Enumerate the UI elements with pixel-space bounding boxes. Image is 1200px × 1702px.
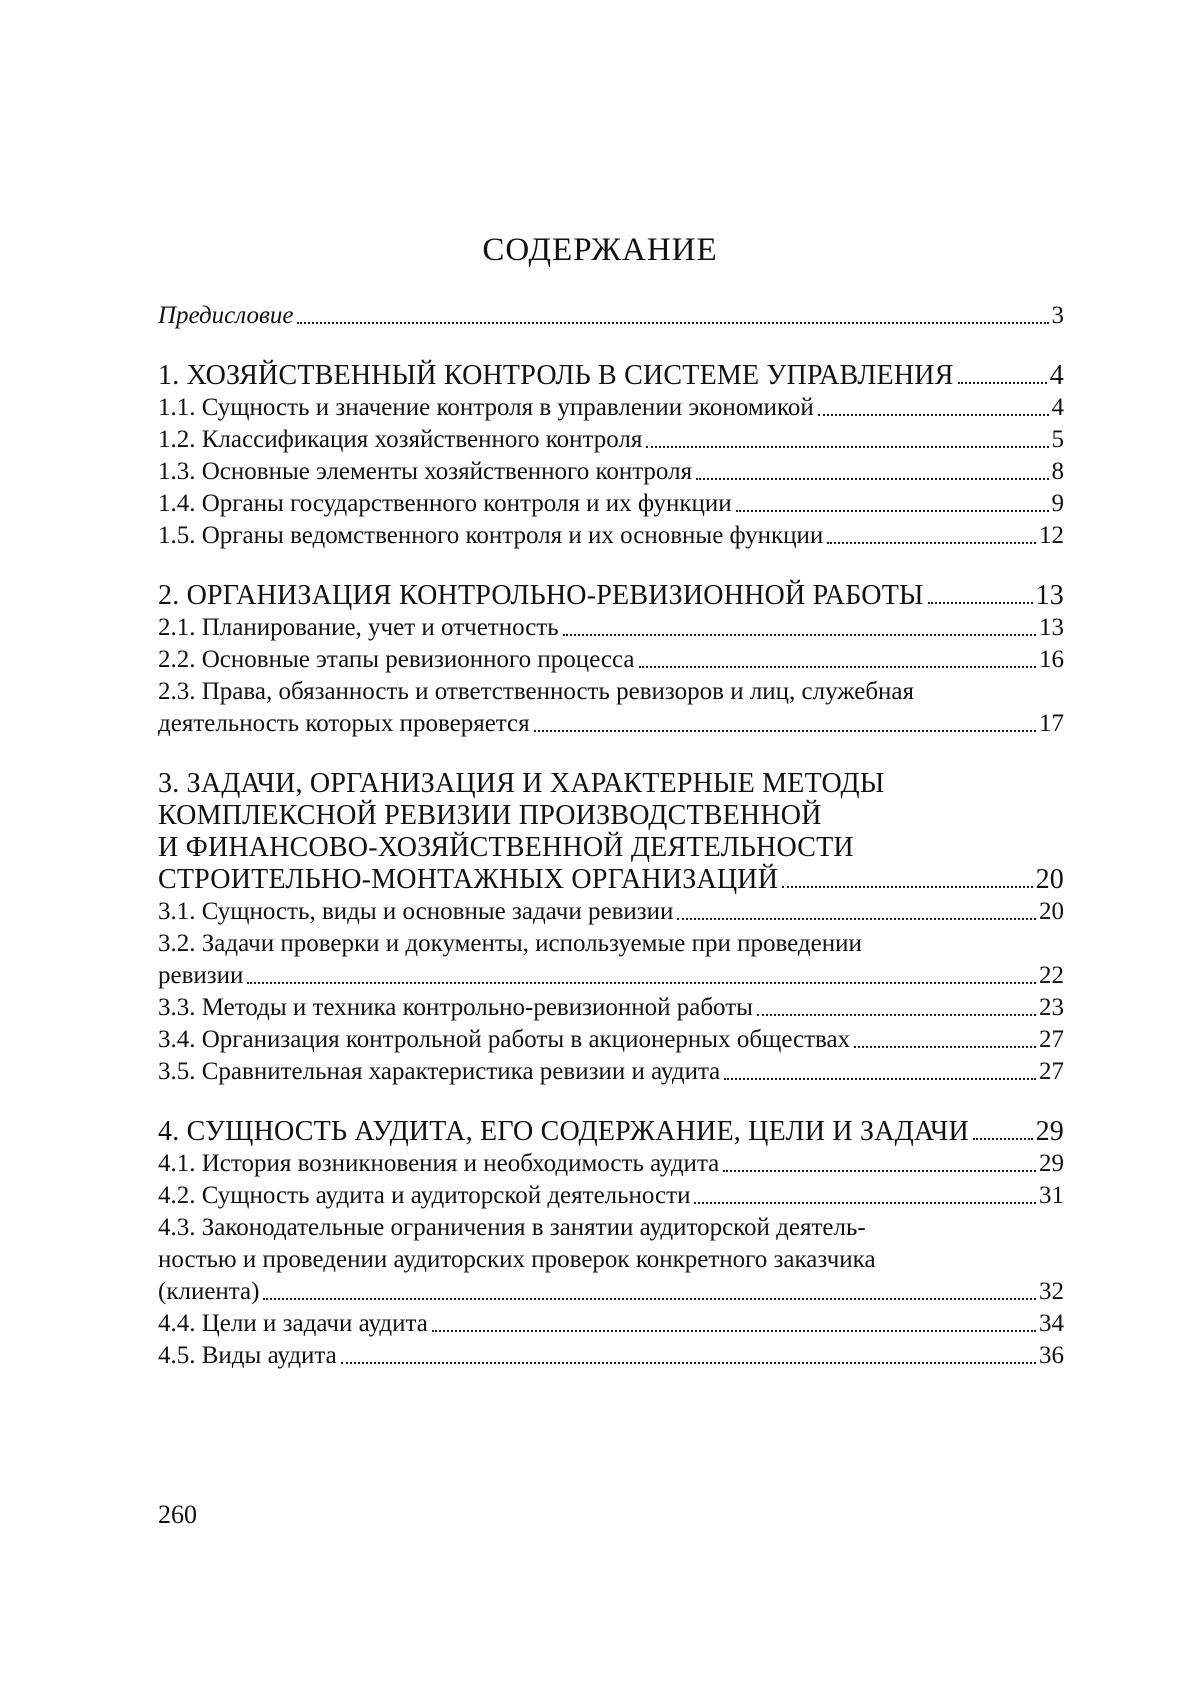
toc-entry-text: 4. СУЩНОСТЬ АУДИТА, ЕГО СОДЕРЖАНИЕ, ЦЕЛИ И ЗАДАЧИ: [158, 1116, 969, 1147]
toc-page-number: 36: [1039, 1342, 1064, 1369]
toc-entry-text: 1. ХОЗЯЙСТВЕННЫЙ КОНТРОЛЬ В СИСТЕМЕ УПРАВЛЕНИЯ: [158, 360, 954, 391]
toc-page-number: 5: [1051, 426, 1064, 453]
toc-page-number: 8: [1051, 458, 1064, 485]
toc-entry-text: 1.1. Сущность и значение контроля в управлении экономикой: [158, 394, 814, 421]
toc-entry-text: 3.1. Сущность, виды и основные задачи ревизии: [158, 898, 674, 925]
dot-leader: [958, 382, 1047, 384]
toc-entry: [158, 992, 1064, 1024]
toc-entry-text: 4.5. Виды аудита: [158, 1342, 337, 1369]
toc-entry-line: ностью и проведении аудиторских проверок конкретного заказчика: [158, 1246, 876, 1273]
toc-entry-line: КОМПЛЕКСНОЙ РЕВИЗИИ ПРОИЗВОДСТВЕННОЙ: [158, 800, 822, 831]
toc-entry-text: 1.3. Основные элементы хозяйственного контроля: [158, 458, 693, 485]
toc-entry-text: 4.4. Цели и задачи аудита: [158, 1310, 428, 1337]
toc-entry-line: 4.3. Законодательные ограничения в занятии аудиторской деятель-: [158, 1214, 866, 1241]
toc-entry-text: 1.2. Классификация хозяйственного контроля: [158, 426, 643, 453]
section-spacer: [158, 740, 1064, 768]
toc-entry-text: 4.1. История возникновения и необходимость аудита: [158, 1150, 720, 1177]
toc-entry-text: СТРОИТЕЛЬНО-МОНТАЖНЫХ ОРГАНИЗАЦИЙ: [158, 864, 779, 895]
dot-leader: [757, 1014, 1036, 1016]
toc-entry-text: деятельность которых проверяется: [158, 710, 530, 737]
toc-page-number: 23: [1039, 994, 1064, 1021]
toc-entry: [158, 896, 1064, 928]
toc-page-number: 4: [1049, 360, 1064, 391]
dot-leader: [247, 982, 1036, 984]
toc-entry: [158, 488, 1064, 520]
toc-page-number: 4: [1051, 394, 1064, 421]
dot-leader: [736, 510, 1049, 512]
toc-sections: [158, 332, 1064, 1372]
toc-entry: [158, 520, 1064, 552]
dot-leader: [563, 634, 1036, 636]
toc-page-number: 9: [1051, 490, 1064, 517]
dot-leader: [928, 602, 1033, 604]
toc-entry-last-line: [158, 708, 1064, 740]
dot-leader: [782, 886, 1032, 888]
toc-entry-text: Предисловие: [158, 302, 294, 329]
toc-entry: [158, 1340, 1064, 1372]
toc-entry: [158, 1148, 1064, 1180]
section-spacer: [158, 1088, 1064, 1116]
toc-chapter-heading-last-line: [158, 864, 1064, 896]
toc-entry: [158, 1308, 1064, 1340]
dot-leader: [341, 1362, 1036, 1364]
toc-section: [158, 1116, 1064, 1372]
toc-page-number: 34: [1039, 1310, 1064, 1337]
toc-page-number: 13: [1035, 580, 1064, 611]
toc-entry-wrapped: [158, 676, 1064, 740]
dot-leader: [677, 918, 1036, 920]
dot-leader: [432, 1330, 1036, 1332]
dot-leader: [646, 446, 1048, 448]
toc-entry-text: 1.5. Органы ведомственного контроля и их основные функции: [158, 522, 824, 549]
toc-chapter-heading: [158, 580, 1064, 612]
toc-chapter-heading: [158, 1116, 1064, 1148]
dot-leader: [724, 1078, 1036, 1080]
toc-entry-text: 2.2. Основные этапы ревизионного процесса: [158, 646, 635, 673]
toc-page-number: 16: [1039, 646, 1064, 673]
dot-leader: [694, 1202, 1036, 1204]
toc-entry-text: (клиента): [158, 1278, 260, 1305]
toc-chapter-heading: [158, 360, 1064, 392]
page-number: 260: [158, 1500, 197, 1529]
toc-entry-text: 3.3. Методы и техника контрольно-ревизионной работы: [158, 994, 753, 1021]
toc-page-number: 29: [1039, 1150, 1064, 1177]
toc-entry-wrapped: [158, 1212, 1064, 1308]
toc-entry: [158, 1180, 1064, 1212]
toc-page-number: 17: [1039, 710, 1064, 737]
toc-entry: [158, 1056, 1064, 1088]
toc-page-number: 27: [1039, 1026, 1064, 1053]
dot-leader: [534, 730, 1036, 732]
page-title: СОДЕРЖАНИЕ: [482, 232, 718, 268]
toc-entry: [158, 612, 1064, 644]
toc-entry-text: 4.2. Сущность аудита и аудиторской деятельности: [158, 1182, 691, 1209]
toc-page-number: 31: [1039, 1182, 1064, 1209]
dot-leader: [854, 1046, 1036, 1048]
dot-leader: [818, 414, 1049, 416]
dot-leader: [723, 1170, 1036, 1172]
toc-page-number: 29: [1035, 1116, 1064, 1147]
toc-section: [158, 360, 1064, 552]
toc-page-number: 20: [1039, 898, 1064, 925]
dot-leader: [263, 1298, 1036, 1300]
toc-page-number: 13: [1039, 614, 1064, 641]
toc-page-number: 22: [1039, 962, 1064, 989]
dot-leader: [297, 322, 1048, 324]
toc-section: [158, 768, 1064, 1088]
toc-page-number: 12: [1039, 522, 1064, 549]
toc-entry-text: 3.5. Сравнительная характеристика ревизии и аудита: [158, 1058, 721, 1085]
toc-entry-text: 2. ОРГАНИЗАЦИЯ КОНТРОЛЬНО-РЕВИЗИОННОЙ РАБОТЫ: [158, 580, 924, 611]
toc-entry: [158, 456, 1064, 488]
toc-entry-line: 3. ЗАДАЧИ, ОРГАНИЗАЦИЯ И ХАРАКТЕРНЫЕ МЕТОДЫ: [158, 768, 885, 799]
toc-entry-line: 2.3. Права, обязанность и ответственность ревизоров и лиц, служебная: [158, 678, 915, 705]
toc-page-number: 32: [1039, 1278, 1064, 1305]
toc-entry-line: И ФИНАНСОВО-ХОЗЯЙСТВЕННОЙ ДЕЯТЕЛЬНОСТИ: [158, 832, 854, 863]
toc-entry-line: 3.2. Задачи проверки и документы, используемые при проведении: [158, 930, 862, 957]
toc-entry: [158, 1024, 1064, 1056]
toc-entry-text: 2.1. Планирование, учет и отчетность: [158, 614, 559, 641]
toc-entry: [158, 392, 1064, 424]
toc-entry-text: 1.4. Органы государственного контроля и их функции: [158, 490, 732, 517]
toc-entry: [158, 644, 1064, 676]
toc-chapter-heading-wrapped: [158, 768, 1064, 896]
toc-section: [158, 580, 1064, 740]
section-spacer: [158, 552, 1064, 580]
toc-entry: [158, 424, 1064, 456]
table-of-contents: [158, 300, 1064, 1372]
dot-leader: [639, 666, 1036, 668]
toc-page-number: 27: [1039, 1058, 1064, 1085]
dot-leader: [973, 1138, 1033, 1140]
dot-leader: [827, 542, 1036, 544]
toc-entry-text: ревизии: [158, 962, 244, 989]
toc-entry-wrapped: [158, 928, 1064, 992]
toc-entry-preface: [158, 300, 1064, 332]
dot-leader: [696, 478, 1048, 480]
section-spacer: [158, 332, 1064, 360]
toc-page-number: 3: [1051, 302, 1064, 329]
toc-entry-last-line: [158, 1276, 1064, 1308]
toc-entry-text: 3.4. Организация контрольной работы в акционерных обществах: [158, 1026, 851, 1053]
toc-entry-last-line: [158, 960, 1064, 992]
toc-page-number: 20: [1035, 864, 1064, 895]
